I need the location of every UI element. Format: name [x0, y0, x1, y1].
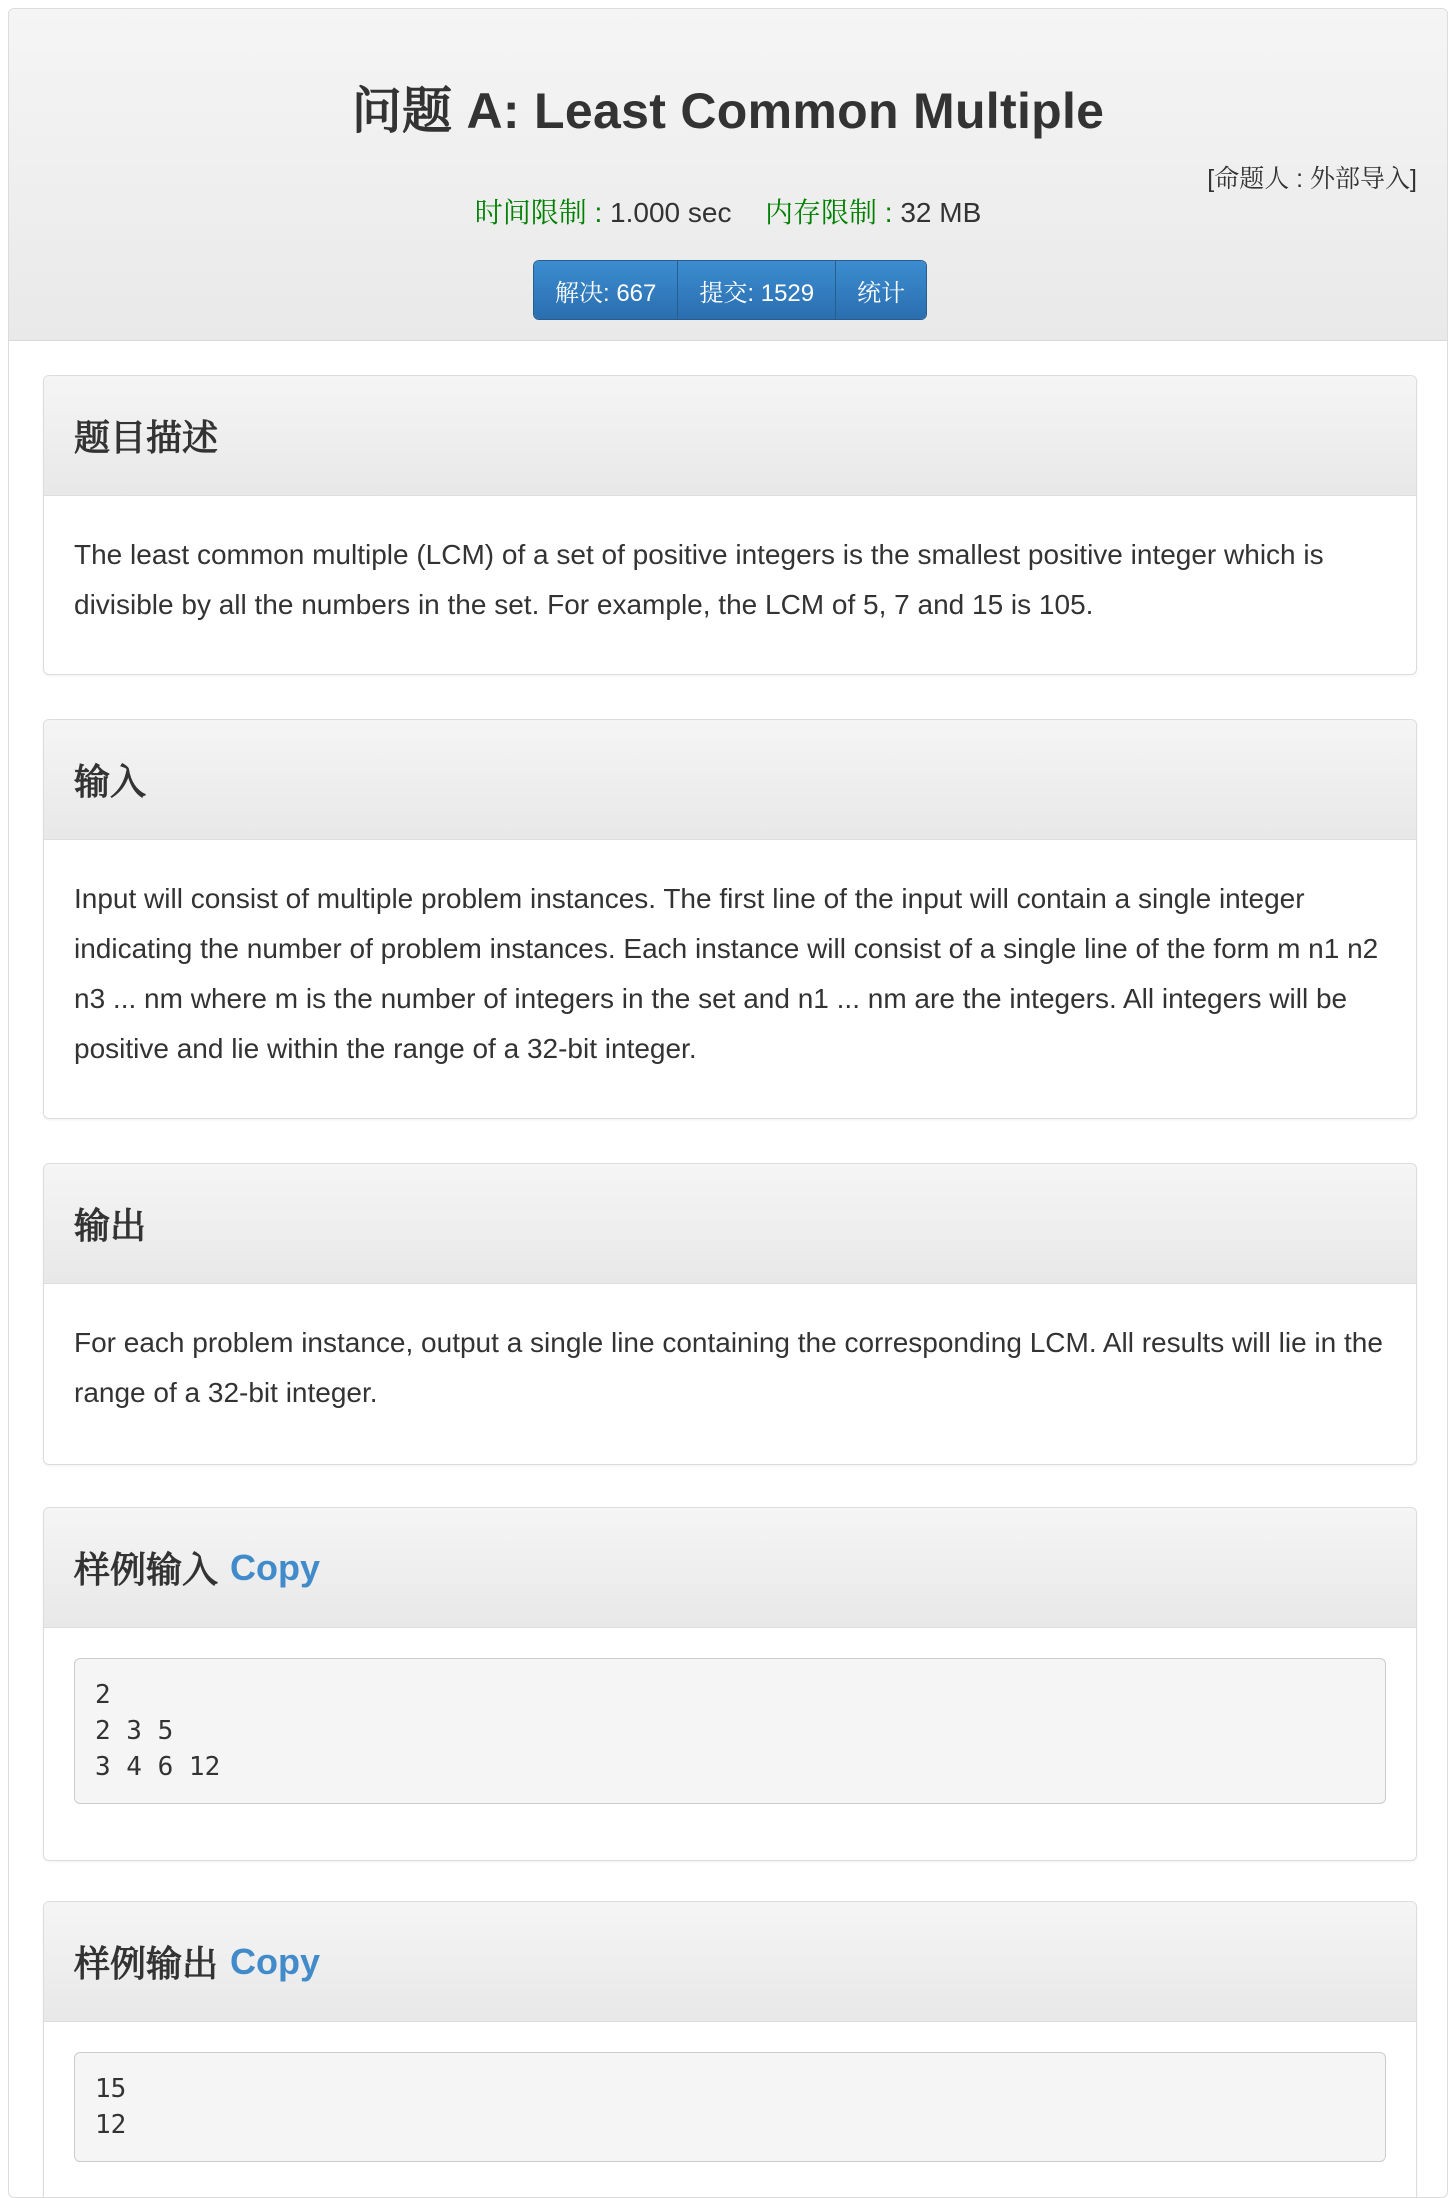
limits-line: [9, 191, 1447, 231]
time-limit-label: 时间限制 :: [474, 197, 603, 228]
sample-output-title: 样例输出: [74, 1943, 219, 1984]
sample-input-heading: [44, 1508, 1416, 1628]
input-title: 输入: [74, 761, 147, 802]
sample-output-heading: [44, 1902, 1416, 2022]
stats-button[interactable]: 统计: [836, 261, 926, 319]
problem-setter: [命题人 : 外部导入]: [1207, 165, 1417, 193]
submitted-button[interactable]: 提交: 1529: [678, 261, 836, 319]
problem-header: [9, 9, 1447, 341]
sample-input-code: 2 2 3 5 3 4 6 12: [74, 1658, 1386, 1804]
problem-page: [8, 8, 1448, 2198]
output-text: For each problem instance, output a single line containing the corresponding LCM. All results will lie in the range of a 32-bit integer.: [74, 1327, 1383, 1408]
sample-output-code: 15 12: [74, 2052, 1386, 2162]
input-panel: [43, 719, 1417, 1119]
input-heading: [44, 720, 1416, 840]
input-text: Input will consist of multiple problem instances. The first line of the input will contain a single integer indicating the number of problem instances. Each instance will consist of a single line of the form m n1 n2 n3 ... nm where m is the number of integers in the set and n1 ... nm are the integers. All integers will be positive and lie within the range of a 32-bit integer.: [74, 883, 1379, 1064]
sample-input-copy-link[interactable]: Copy: [230, 1546, 321, 1588]
description-text: The least common multiple (LCM) of a set of positive integers is the smallest positive integer which is divisible by all the numbers in the set. For example, the LCM of 5, 7 and 15 is 105.: [74, 539, 1324, 620]
sample-output-panel: [43, 1901, 1417, 2198]
page-title: 问题 A: Least Common Multiple: [351, 83, 1105, 139]
description-heading: [44, 376, 1416, 496]
sample-output-copy-link[interactable]: Copy: [230, 1940, 321, 1982]
time-limit-value: 1.000 sec: [610, 197, 732, 228]
output-panel: [43, 1163, 1417, 1465]
solved-button[interactable]: 解决: 667: [534, 261, 678, 319]
output-title: 输出: [74, 1205, 147, 1246]
output-heading: [44, 1164, 1416, 1284]
sample-input-panel: [43, 1507, 1417, 1861]
description-title: 题目描述: [74, 417, 219, 458]
sample-input-title: 样例输入: [74, 1549, 219, 1590]
memory-limit-label: 内存限制 :: [765, 197, 893, 228]
memory-limit-value: 32 MB: [900, 197, 982, 228]
description-panel: [43, 375, 1417, 675]
stats-button-group: [533, 260, 927, 320]
